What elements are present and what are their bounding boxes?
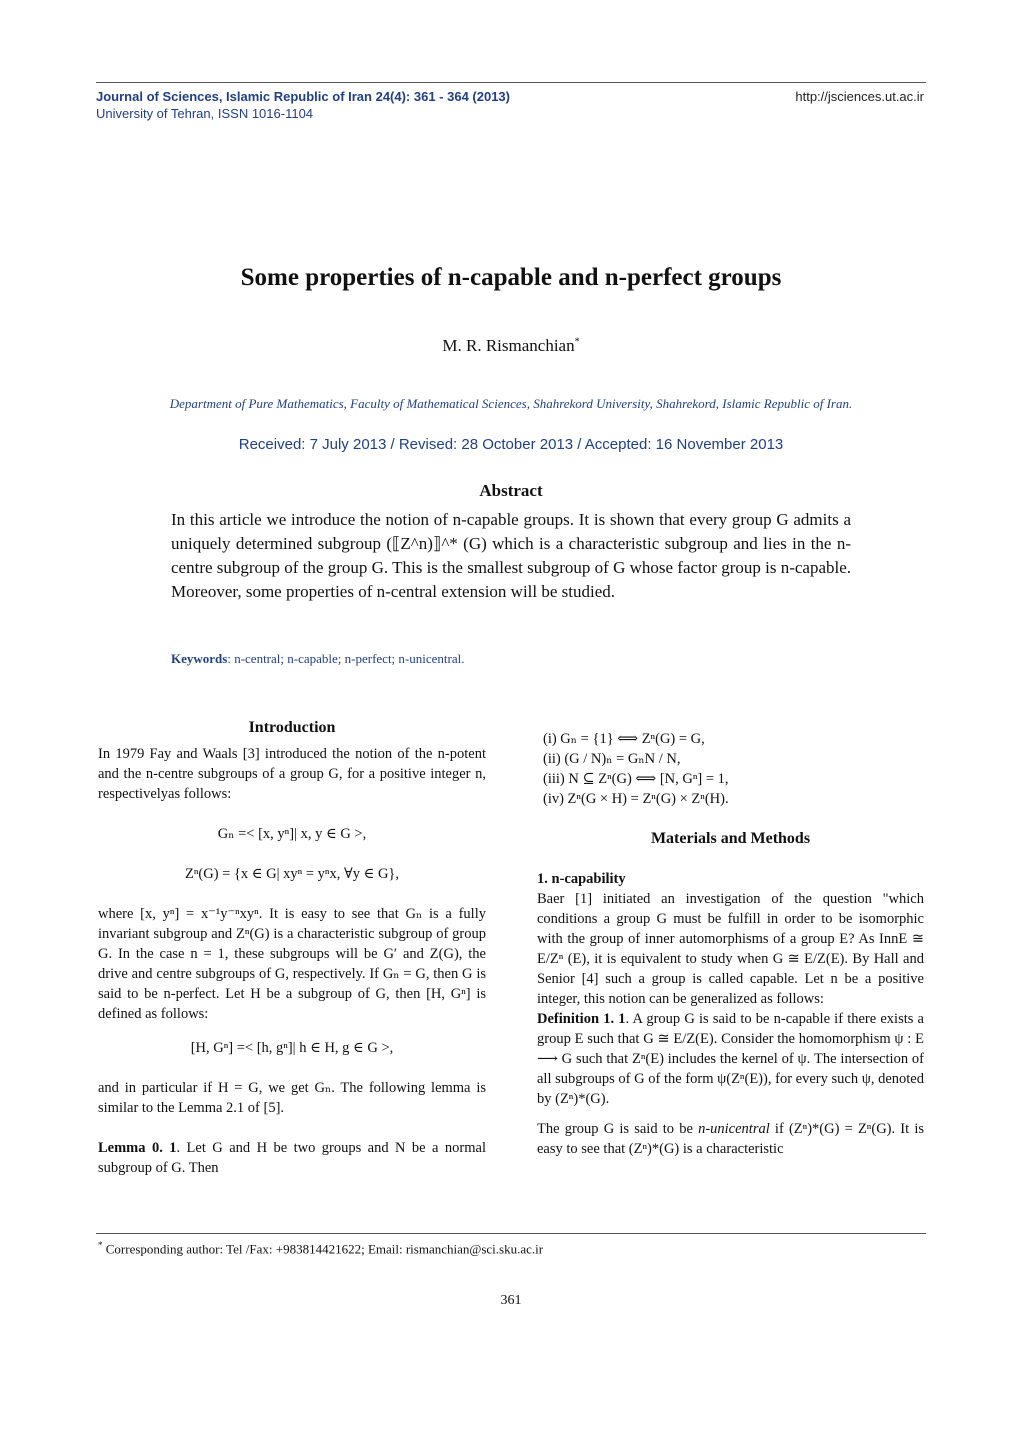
definition-label: Definition 1. 1 <box>537 1011 626 1027</box>
unicentral-paragraph: The group G is said to be n-unicentral if (Zⁿ)*(G) = Zⁿ(G). It is easy to see that (Zⁿ)*(G) is a characteristic <box>537 1121 924 1157</box>
lemma-label: Lemma 0. 1 <box>98 1140 177 1156</box>
keywords-label: Keywords <box>171 651 228 666</box>
introduction-heading: Introduction <box>248 719 336 736</box>
methods-paragraph-1: Baer [1] initiated an investigation of the question "which conditions a group G must be fulfill in order to be isomorphic with the group of inner automorphisms of a group E? As InnE ≅ E/Zⁿ (E), it is equivalent to study when G ≅ E/Z(E). By Hall and Senior [4] such a group is called capable. Let n be a positive integer, this notion can be generalized as follows: <box>537 891 924 1007</box>
lemma-paragraph <box>98 1138 486 1178</box>
intro-paragraph-2: where [x, yⁿ] = x⁻¹y⁻ⁿxyⁿ. It is easy to see that Gₙ is a fully invariant subgroup and Zⁿ(G) is a characteristic subgroup of group G. In the case n = 1, these subgroups will be G′ and Z(G), the drive and centre subgroups of G, respectively. If Gₙ = G, then G is said to be n-perfect. Let H be a subgroup of G, then [H, Gⁿ] is defined as follows: <box>98 906 486 1022</box>
lemma-item-ii: (ii) (G / N)ₙ = GₙN / N, <box>543 751 681 767</box>
keywords-text: : n-central; n-capable; n-perfect; n-unicentral. <box>227 651 465 666</box>
abstract-text: In this article we introduce the notion of n-capable groups. It is shown that every group G admits a uniquely determined subgroup (⟦Z^n)⟧^* (G) which is a characteristic subgroup and lies in the n-centre subgroup of the group G. This is the smallest subgroup of G whose factor group is n-capable. Moreover, some properties of n-central extension will be studied. <box>171 510 852 601</box>
author-footnote-mark: * <box>574 336 580 348</box>
footnote-rule <box>96 1233 926 1234</box>
lemma-item-iii: (iii) N ⊆ Zⁿ(G) ⟺ [N, Gⁿ] = 1, <box>543 771 729 787</box>
intro-paragraph-1: In 1979 Fay and Waals [3] introduced the notion of the n-potent and the n-centre subgroups of a group G, for a positive integer n, respectivelyas follows: <box>98 746 486 802</box>
paper-title: Some properties of n-capable and n-perfect groups <box>240 264 782 291</box>
lemma-item-i: (i) Gₙ = {1} ⟺ Zⁿ(G) = G, <box>543 731 705 747</box>
header-rule <box>96 82 926 83</box>
submission-dates: Received: 7 July 2013 / Revised: 28 October 2013 / Accepted: 16 November 2013 <box>238 436 784 453</box>
footnote-text: Corresponding author: Tel /Fax: +983814421622; Email: rismanchian@sci.sku.ac.ir <box>102 1241 544 1257</box>
lemma-item-iv: (iv) Zⁿ(G × H) = Zⁿ(G) × Zⁿ(H). <box>543 791 729 807</box>
keywords <box>171 651 851 667</box>
left-column <box>98 718 486 1178</box>
abstract-heading: Abstract <box>479 481 543 500</box>
intro-paragraph-3: and in particular if H = G, we get Gₙ. The following lemma is similar to the Lemma 2.1 of [5]. <box>98 1080 486 1116</box>
equation-zn: Zⁿ(G) = {x ∈ G| xyⁿ = yⁿx, ∀y ∈ G}, <box>184 866 400 882</box>
right-column <box>537 729 924 1159</box>
subsection-title: 1. n-capability <box>537 871 626 887</box>
author-line <box>96 336 926 356</box>
university-issn: University of Tehran, ISSN 1016-1104 <box>96 106 314 121</box>
footnote-mark: * <box>98 1240 103 1250</box>
equation-gn: Gₙ =< [x, yⁿ]| x, y ∈ G >, <box>217 826 367 842</box>
equation-commutator: [H, Gⁿ] =< [h, gⁿ]| h ∈ H, g ∈ G >, <box>190 1040 394 1056</box>
affiliation: Department of Pure Mathematics, Faculty of Mathematical Sciences, Shahrekord University, Shahrekord, Islamic Republic of Iran. <box>169 396 853 411</box>
corresponding-author-footnote <box>98 1240 543 1257</box>
author-name: M. R. Rismanchian <box>442 336 575 355</box>
materials-methods-heading: Materials and Methods <box>650 830 811 847</box>
journal-citation: Journal of Sciences, Islamic Republic of Iran 24(4): 361 - 364 (2013) <box>96 89 510 104</box>
journal-url[interactable]: http://jsciences.ut.ac.ir <box>795 89 924 104</box>
definition-text: . A group G is said to be n-capable if there exists a group E such that G ≅ E/Z(E). Consider the homomorphism ψ : E ⟶ G such that Zⁿ(E) includes the kernel of ψ. The intersection of all subgroups of G of the form ψ(Zⁿ(E)), for every such ψ, denoted by (Zⁿ)*(G). <box>537 1011 924 1107</box>
definition-paragraph <box>537 1009 924 1109</box>
page-number: 361 <box>500 1293 522 1308</box>
unicentral-term: n-unicentral <box>698 1121 770 1137</box>
lemma-text: . Let G and H be two groups and N be a normal subgroup of G. Then <box>98 1140 486 1176</box>
